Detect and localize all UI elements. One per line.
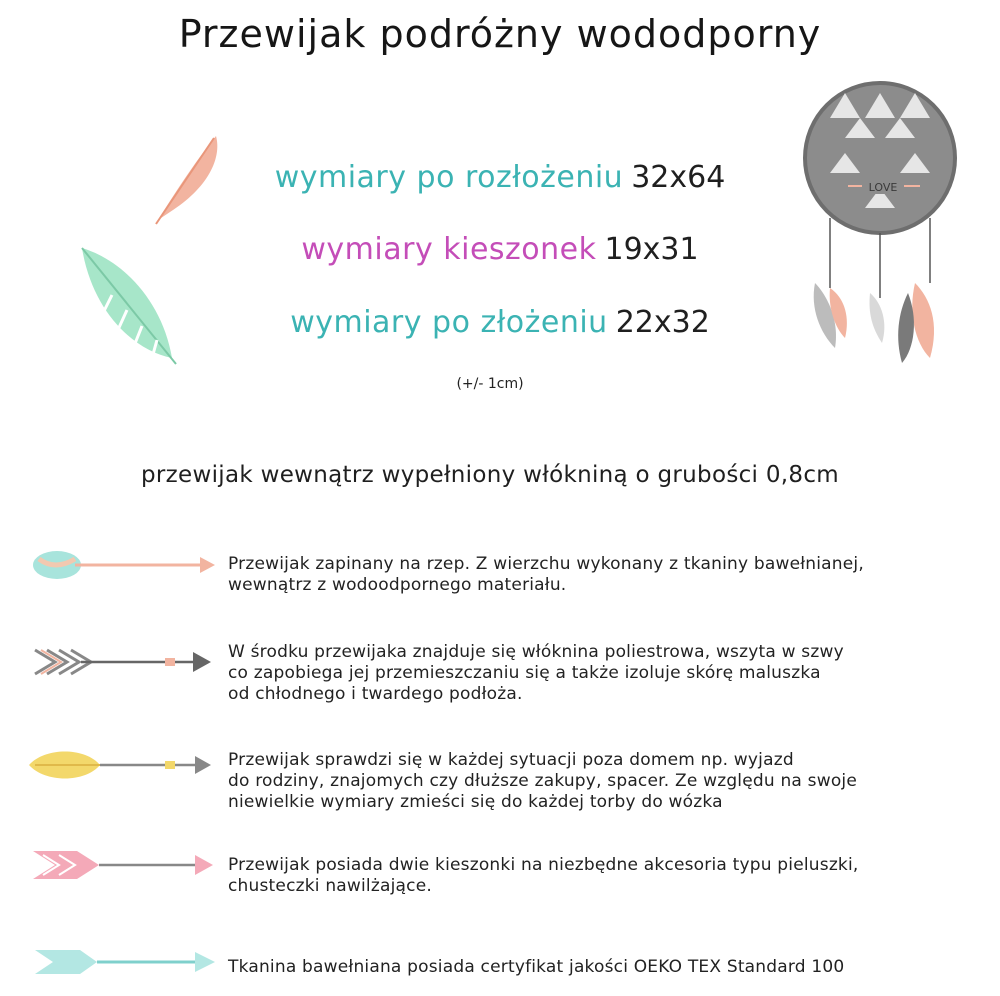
feature-line: chusteczki nawilżające. (228, 876, 432, 896)
feature-line: niewielkie wymiary zmieści się do każdej torby do wózka (228, 792, 723, 812)
dimension-unfolded (200, 160, 800, 195)
feature-line: Przewijak zapinany na rzep. Z wierzchu wykonany z tkaniny bawełnianej, (228, 554, 864, 574)
dimension-folded (200, 305, 800, 340)
feature-travel (228, 750, 968, 813)
dimension-label: wymiary po rozłożeniu (274, 160, 624, 195)
tolerance-note: (+/- 1cm) (456, 376, 524, 392)
dreamcatcher-label: LOVE (868, 181, 898, 194)
feature-closure (228, 554, 968, 596)
feature-padding (228, 642, 968, 705)
dimension-pockets (200, 232, 800, 267)
dimension-value: 19x31 (604, 232, 699, 267)
feature-certificate (228, 957, 968, 978)
feature-line: Przewijak posiada dwie kieszonki na niezbędne akcesoria typu pieluszki, (228, 855, 859, 875)
dreamcatcher-icon (790, 78, 980, 378)
dimension-value: 32x64 (631, 160, 726, 195)
dimension-value: 22x32 (615, 305, 710, 340)
feature-line: od chłodnego i twardego podłoża. (228, 684, 523, 704)
grey-chevron-arrow-icon (25, 642, 215, 682)
mint-arrow-icon (25, 942, 215, 982)
feature-pockets (228, 855, 968, 897)
yellow-feather-arrow-icon (25, 745, 215, 785)
feature-line: wewnątrz z wodoodpornego materiału. (228, 575, 567, 595)
feature-line: Tkanina bawełniana posiada certyfikat jakości OEKO TEX Standard 100 (228, 957, 845, 977)
feature-line: Przewijak sprawdzi się w każdej sytuacji poza domem np. wyjazd (228, 750, 794, 770)
feature-line: W środku przewijaka znajduje się włóknina poliestrowa, wszyta w szwy (228, 642, 844, 662)
mint-feather-arrow-icon (25, 545, 215, 585)
feature-line: do rodziny, znajomych czy dłuższe zakupy, spacer. Ze względu na swoje (228, 771, 857, 791)
page-title: Przewijak podróżny wododporny (178, 12, 822, 56)
pink-chevron-arrow-icon (25, 845, 215, 885)
dimension-label: wymiary po złożeniu (290, 305, 608, 340)
mint-feather-icon (72, 240, 182, 370)
dimension-label: wymiary kieszonek (301, 232, 597, 267)
filling-subtitle: przewijak wewnątrz wypełniony włókniną o grubości 0,8cm (141, 462, 839, 488)
feature-line: co zapobiega jej przemieszczaniu się a także izoluje skórę maluszka (228, 663, 821, 683)
